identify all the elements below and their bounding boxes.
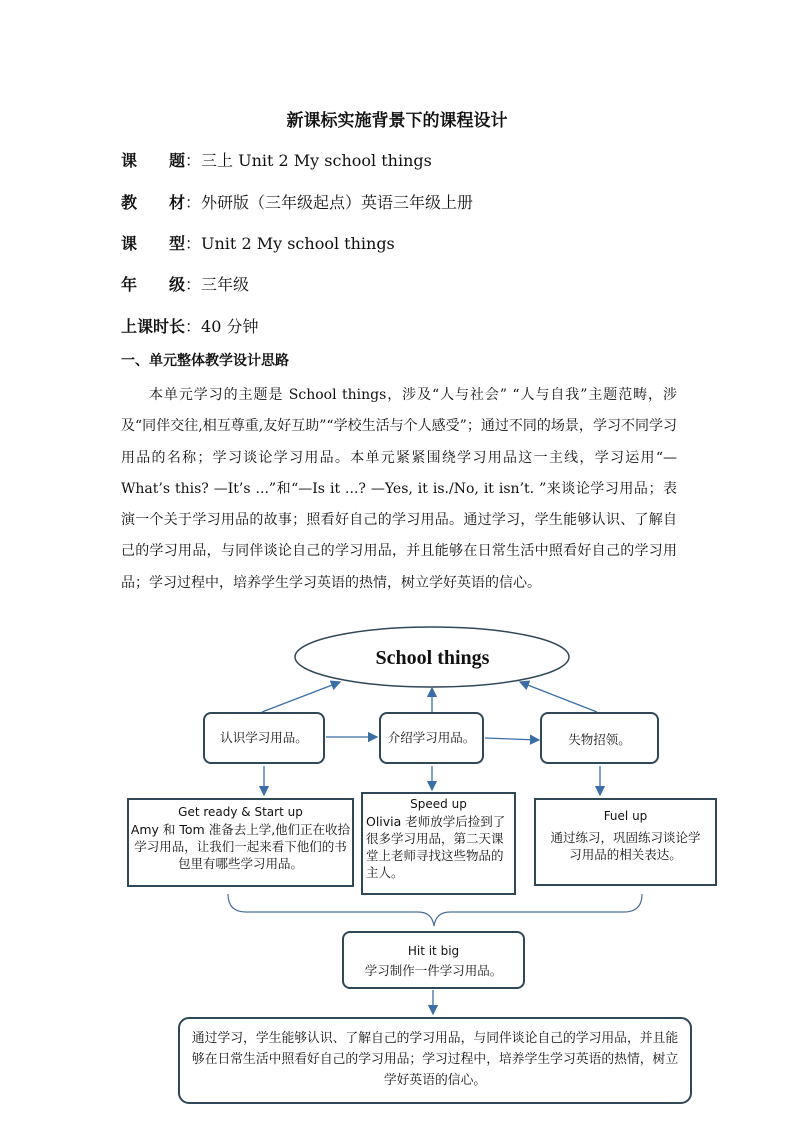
goal-label: 认识学习用品。: [220, 730, 308, 745]
stage-name: Hit it big: [407, 944, 460, 958]
goal-label: 介绍学习用品。: [387, 730, 476, 745]
meta-label: 课 题: [121, 151, 186, 170]
stage-desc: Olivia 老师放学后捡到了很多学习用品，第二天课堂上老师寻找这些物品的主人。: [366, 814, 506, 880]
meta-label: 课 型: [121, 234, 186, 253]
meta-value: ：三上 Unit 2 My school things: [185, 151, 432, 170]
stage-text: [130, 804, 351, 872]
arrow: [520, 682, 597, 712]
meta-label: 上课时长: [121, 317, 186, 336]
final-stage-text: [343, 942, 524, 980]
summary-text: 通过学习，学生能够认识、了解自己的学习用品，与同伴谈论自己的学习用品，并且能够在日常生活中照看好自己的学习用品；学习过程中，培养学生学习英语的热情，树立学好英语的信心。: [191, 1031, 679, 1088]
intro-paragraph: 本单元学习的主题是 School things，涉及“人与社会” “人与自我”主题范畴，涉及“同伴交往,相互尊重,友好互助”“学校生活与个人感受”；通过不同的场景，学习不同学习用品的名称；学习谈论学习用品。本单元紧紧围绕学习用品这一主线，学习运用“—What’s this? —It’s ...”和“—Is it ...? —Yes, it is./No, it isn’t. ”来谈论学习用品；表演一个关于学习用品的故事；照看好自己的学习用品。通过学习，学生能够认识、了解自己的学习用品，与同伴谈论自己的学习用品，并且能够在日常生活中照看好自己的学习用品；学习过程中，培养学生学习英语的热情，树立学好英语的信心。: [121, 387, 677, 591]
meta-label: 教 材: [121, 193, 186, 212]
stage-desc: 学习制作一件学习用品。: [364, 963, 503, 978]
meta-label: 年 级: [121, 275, 186, 294]
goal-label: 失物招领。: [568, 732, 631, 747]
arrow: [485, 738, 539, 740]
brace: [228, 894, 642, 926]
center-label: School things: [375, 647, 490, 669]
meta-value: ：Unit 2 My school things: [185, 234, 395, 253]
stage-desc: Amy 和 Tom 准备去上学,他们正在收拾学习用品，让我们一起来看下他们的书包里有哪些学习用品。: [130, 822, 351, 871]
meta-value: ：三年级: [185, 275, 250, 294]
stage-name: Speed up: [410, 797, 467, 811]
stage-text: [366, 796, 511, 881]
meta-value: ：外研版（三年级起点）英语三年级上册: [185, 193, 474, 212]
meta-value: ：40 分钟: [185, 317, 259, 336]
arrow: [262, 682, 340, 712]
stage-text: [545, 808, 706, 863]
document-title: 新课标实施背景下的课程设计: [286, 111, 508, 131]
stage-name: Fuel up: [603, 809, 648, 823]
section-heading: 一、单元整体教学设计思路: [121, 353, 289, 369]
stage-name: Get ready & Start up: [178, 805, 303, 819]
stage-desc: 通过练习，巩固练习谈论学习用品的相关表达。: [550, 830, 701, 862]
